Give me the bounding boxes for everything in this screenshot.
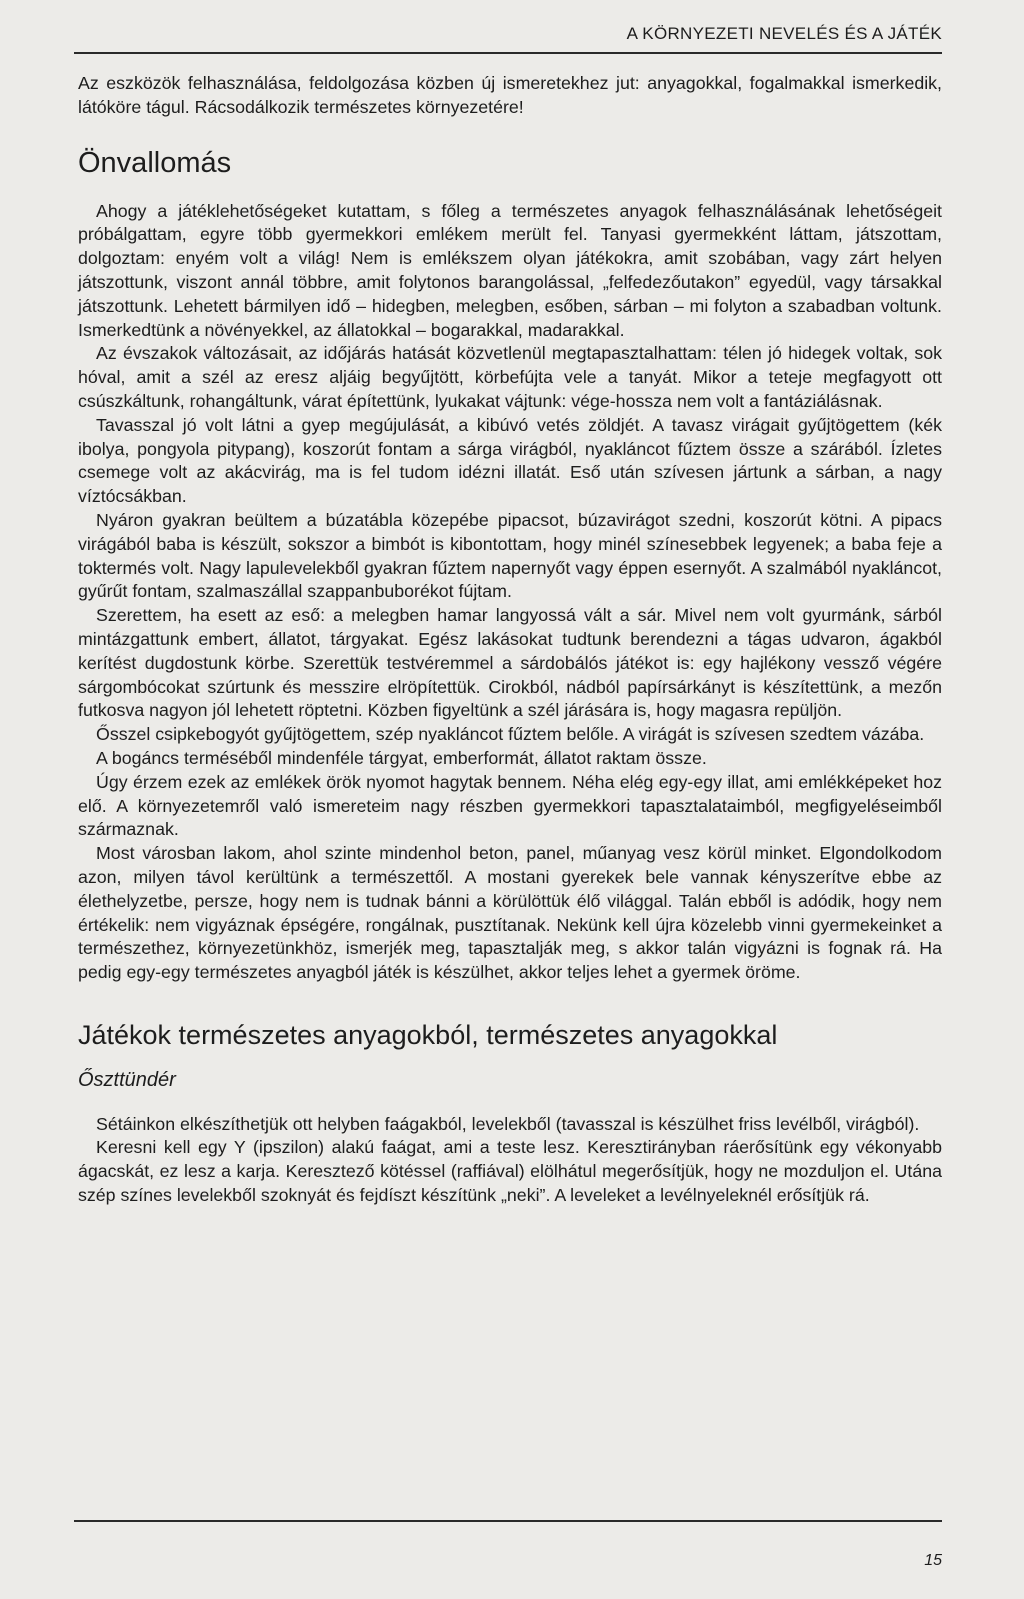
body-paragraph: Ahogy a játéklehetőségeket kutattam, s főleg a természetes anyagok felhasználásának lehetőségeit próbálgattam, egyre több gyermekkori emlékem merült fel. Tanyasi gyermekként láttam, játszottam, dolgoztam: enyém volt a világ! Nem is emlékszem olyan játékokra, amit szobában, vagy zárt helyen játszottunk, viszont annál többre, amit folytonos barangolással, „felfedezőutakon” egyedül, vagy társakkal játszottunk. Lehetett bármilyen idő – hidegben, melegben, esőben, sárban – mi folyton a szabadban voltunk. Ismerkedtünk a növényekkel, az állatokkal – bogarakkal, madarakkal. (78, 200, 942, 340)
body-paragraph: Szerettem, ha esett az eső: a melegben hamar langyossá vált a sár. Mivel nem volt gyurmánk, sárból mintázgattunk embert, állatot, tárgyakat. Egész lakásokat tudtunk berendezni a tágas udvaron, ágakból kerítést dugdostunk körbe. Szerettük testvéremmel a sárdobálós játékot is: egy hajlékony vessző végére sárgombócokat szúrtunk és messzire elröpítettük. Cirokból, nádból papírsárkányt is készítettünk, a mezőn futkosva nagyon jól lehetett röptetni. Közben figyeltünk a szél járására is, hogy magasra repüljön. (78, 605, 942, 721)
body-paragraph: Tavasszal jó volt látni a gyep megújulását, a kibúvó vetés zöldjét. A tavasz virágait gyűjtögettem (kék ibolya, pongyola pitypang), koszorút fontam a sárga virágból, nyakláncot fűztem össze a szárából. Ízletes csemege volt az akácvirág, ma is fel tudom idézni illatát. Eső után szívesen jártunk a sárban, a nagy víztócsákban. (78, 414, 942, 507)
body-paragraph: Úgy érzem ezek az emlékek örök nyomot hagytak bennem. Néha elég egy-egy illat, ami emlékképeket hoz elő. A környezetemről való ismereteim nagy részben gyermekkori tapasztalataimból, megfigyeléseimből származnak. (78, 771, 942, 840)
section-title-onvallomas: Önvallomás (78, 146, 232, 179)
body-paragraph: Nyáron gyakran beültem a búzatábla közepébe pipacsot, búzavirágot szedni, koszorút kötni. A pipacs virágából baba is készült, sokszor a bimbót is kibontottam, hogy minél színesebbek legyenek; a baba feje a toktermés volt. Nagy lapulevelekből gyakran fűztem napernyőt vagy éppen esernyőt. A szalmából nyakláncot, gyűrűt fontam, szalmaszállal szappanbuborékot fújtam. (78, 509, 942, 602)
footer-rule (74, 1520, 942, 1522)
intro-paragraph: Az eszközök felhasználása, feldolgozása közben új ismeretekhez jut: anyagokkal, fogalmakkal ismerkedik, látóköre tágul. Rácsodálkozik természetes környezetére! (78, 73, 942, 117)
body-paragraph: Keresni kell egy Y (ipszilon) alakú faágat, ami a teste lesz. Keresztirányban ráerősítünk egy vékonyabb ágacskát, ez lesz a karja. Keresztező kötéssel (raffiával) elölhátul megerősítjük, hogy ne mozduljon el. Utána szép színes levelekből szoknyát és fejdíszt készítünk „neki”. A leveleket a levélnyeleknél erősítjük rá. (78, 1137, 942, 1206)
page-content (78, 72, 942, 1208)
body-paragraph: A bogáncs terméséből mindenféle tárgyat, emberformát, állatot raktam össze. (96, 747, 707, 768)
section-title-jatekok: Játékok természetes anyagokból, természetes anyagokkal (78, 1019, 778, 1050)
body-paragraph: Most városban lakom, ahol szinte mindenhol beton, panel, műanyag vesz körül minket. Elgondolkodom azon, milyen távol kerültünk a természettől. A mostani gyerekek bele vannak kényszerítve ebbe az élethelyzetbe, persze, hogy nem is tudnak bánni a körülöttük élő világgal. Talán ebből is adódik, hogy nem értékelik: nem vigyáznak épségére, rongálnak, pusztítanak. Nekünk kell újra közelebb vinni gyermekeinket a természethez, környezetünkhöz, ismerjék meg, tapasztalják meg, s akkor talán vigyázni is fognak rá. Ha pedig egy-egy természetes anyagból játék is készülhet, akkor teljes lehet a gyermek öröme. (78, 843, 942, 983)
page-number: 15 (924, 1552, 942, 1569)
body-paragraph: Ősszel csipkebogyót gyűjtögettem, szép nyakláncot fűztem belőle. A virágát is szívesen szedtem vázába. (96, 724, 925, 745)
running-head: A KÖRNYEZETI NEVELÉS ÉS A JÁTÉK (626, 24, 942, 43)
page-header (74, 22, 942, 54)
subsection-title-osztunder: Őszttündér (78, 1068, 176, 1091)
body-paragraph: Az évszakok változásait, az időjárás hatását közvetlenül megtapasztalhattam: télen jó hidegek voltak, sok hóval, amit a szél az eresz aljáig begyűjtött, körbefújta vele a tanyát. Mikor a teteje megfagyott ott csúszkáltunk, rohangáltunk, várat építettünk, lyukakat vájtunk: vége-hossza nem volt a fantáziálásnak. (78, 343, 942, 411)
body-paragraph: Sétáinkon elkészíthetjük ott helyben faágakból, levelekből (tavasszal is készülhet friss levélből, virágból). (96, 1113, 920, 1134)
